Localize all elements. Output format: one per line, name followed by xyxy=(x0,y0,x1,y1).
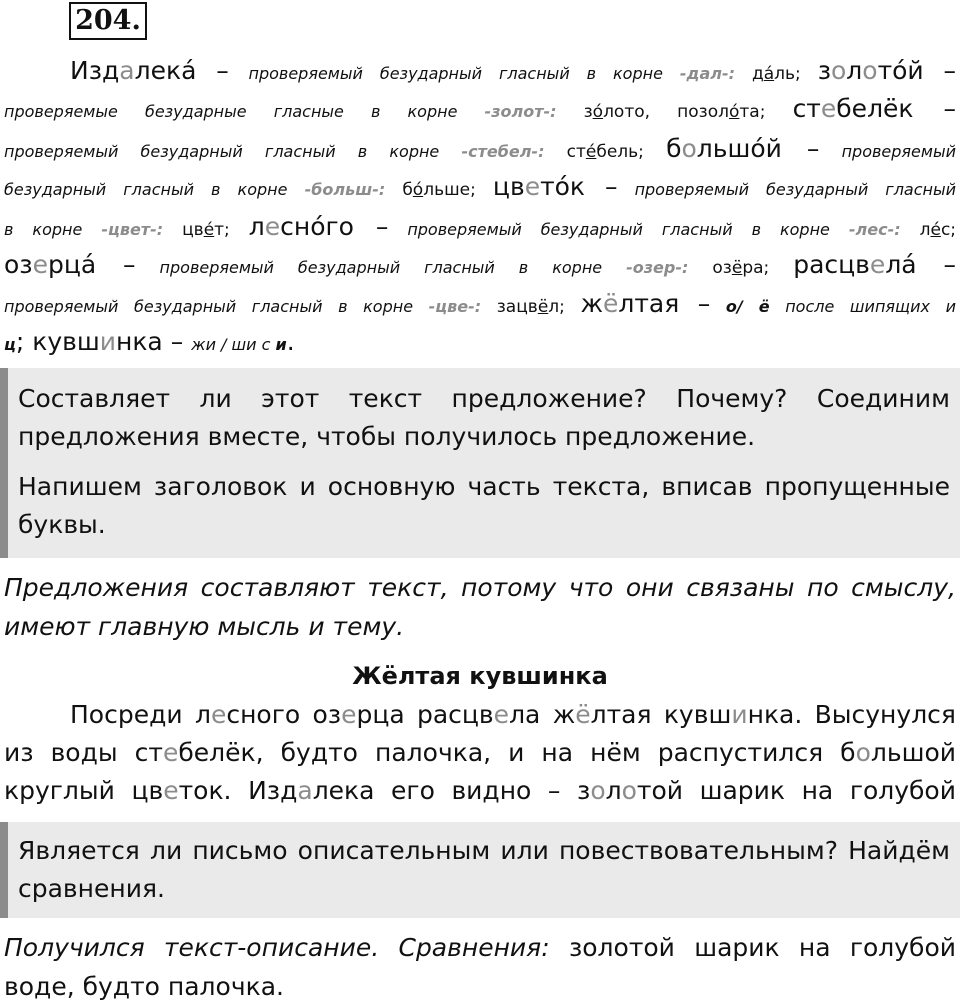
task1-instruction: Напишем заголовок и основную часть текста, вписав пропущенные буквы. xyxy=(18,472,950,539)
answer-2: Получился текст-описание. Сравнения: золотой шарик на голубой воде, будто палочка. xyxy=(4,933,957,1001)
exercise-number: 204. xyxy=(69,2,147,40)
task-box-1 xyxy=(0,368,960,558)
task1-question: Составляет ли этот текст предложение? Почему? Соединим предложения вместе, чтобы получилось предложение. xyxy=(18,384,950,451)
analysis-line-6: озерца́ – проверяемый безударный гласный в корне -озер-: озёра; расцвела́ – xyxy=(4,250,956,279)
story-text: Посреди лесного озерца расцвела жёлтая кувшинка. Высунулся из воды стебелёк, будто палочка, и на нём распустился большой круглый цветок. Издалека его видно – золотой шарик на голубой xyxy=(4,700,957,805)
analysis-line-1: Издалека́ – проверяемый безударный гласный в корне -дал-: да́ль; золото́й – xyxy=(70,56,956,85)
analysis-line-3: проверяемый безударный гласный в корне -стебел-: сте́бель; большо́й – проверяемый xyxy=(4,134,956,163)
analysis-line-7: проверяемый безударный гласный в корне -цве-: зацвёл; жёлтая – о/ ё после шипящих и xyxy=(4,289,956,318)
analysis-line-5: в корне -цвет-: цве́т; лесно́го – проверяемый безударный гласный в корне -лес-: ле́с; xyxy=(4,212,956,241)
answer-1: Предложения составляют текст, потому что они связаны по смыслу, имеют главную мысль и тему. xyxy=(4,573,956,641)
analysis-line-8: ц; кувшинка – жи / ши с и. xyxy=(4,327,295,356)
task-box-2 xyxy=(0,822,960,918)
task2-question: Является ли письмо описательным или повествовательным? Найдём сравнения. xyxy=(18,836,950,903)
analysis-line-4: безударный гласный в корне -больш-: бо́льше; цвето́к – проверяемый безударный гласный xyxy=(4,172,956,201)
analysis-line-2: проверяемые безударные гласные в корне -золот-: зо́лото, позоло́та; стебелёк – xyxy=(4,94,956,123)
story-title: Жёлтая кувшинка xyxy=(352,662,608,690)
